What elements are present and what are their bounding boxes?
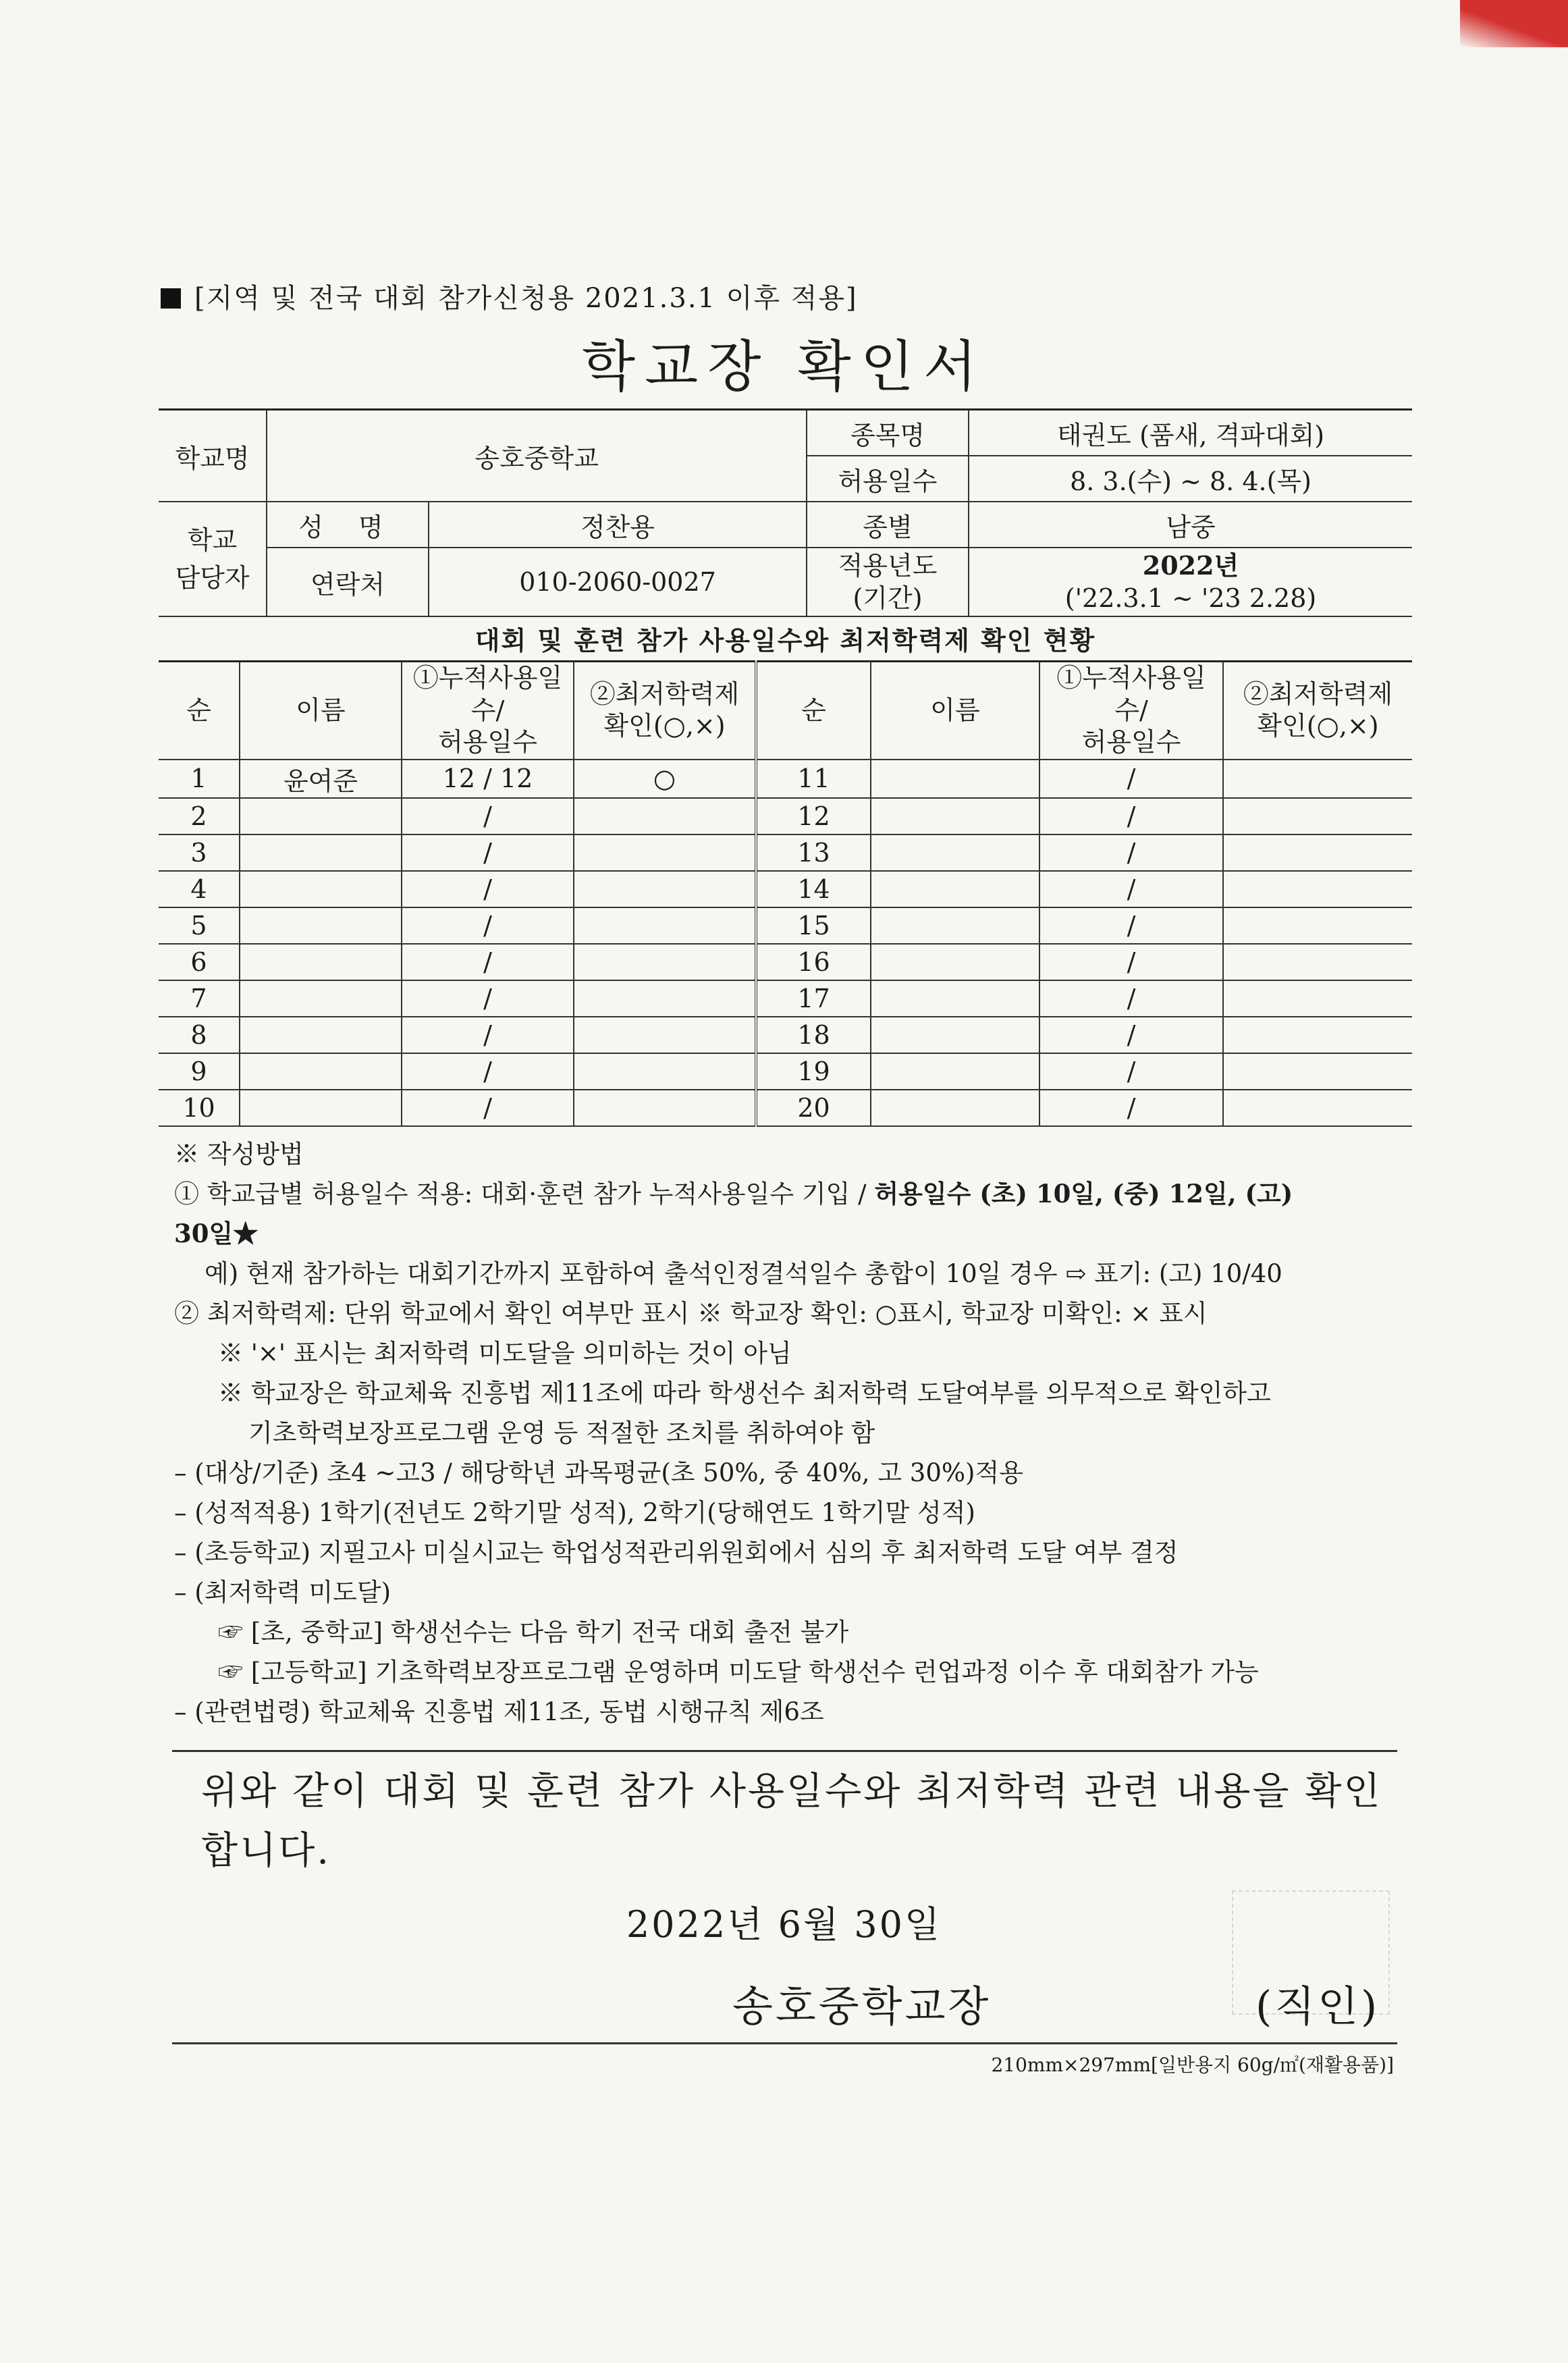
paper-spec: 210mm×297mm[일반용지 60g/㎡(재활용품)] <box>991 2054 1394 2076</box>
col-days-line2: 허용일수 <box>1081 727 1181 757</box>
row-check <box>1223 1090 1412 1126</box>
name-value: 정찬용 <box>429 502 807 548</box>
row-name <box>240 944 402 980</box>
row-days: / <box>1039 798 1223 834</box>
col-check-right <box>1223 662 1412 760</box>
row-name <box>240 907 402 944</box>
col-days-line1: ①누적사용일수/ <box>1056 663 1206 725</box>
row-name <box>240 1090 402 1126</box>
row-days: 12 / 12 <box>402 760 574 798</box>
detail-5: – (관련법령) 학교체육 진흥법 제11조, 동법 시행규칙 제6조 <box>174 1697 824 1726</box>
instructions <box>174 1134 1416 1732</box>
issuer-name: 송호중학교장 <box>732 1982 992 2031</box>
row-check <box>1223 980 1412 1017</box>
row-check <box>1223 871 1412 907</box>
row-check <box>1223 1053 1412 1090</box>
note-1-example: 예) 현재 참가하는 대회기간까지 포함하여 출석인정결석일수 총합이 10일 경우 ⇨ 표기: (고) 10/40 <box>205 1259 1282 1288</box>
contact-label: 연락처 <box>267 548 429 616</box>
row-name: 윤여준 <box>240 760 402 798</box>
row-no: 7 <box>159 980 240 1017</box>
category-label: 종별 <box>807 502 969 548</box>
row-no: 1 <box>159 760 240 798</box>
table-row <box>159 871 1412 907</box>
row-days: / <box>1039 1090 1223 1126</box>
row-check <box>574 980 756 1017</box>
manager-label-line2: 담당자 <box>175 563 250 593</box>
document-title: 학교장 확인서 <box>581 335 987 399</box>
contact-value: 010-2060-0027 <box>429 548 807 616</box>
row-days: / <box>402 1053 574 1090</box>
row-days: / <box>1039 834 1223 871</box>
divider-bottom <box>172 2042 1397 2044</box>
detail-4-b: ☞ [고등학교] 기초학력보장프로그램 운영하며 미도달 학생선수 런업과정 이수 후 대회참가 가능 <box>218 1657 1259 1687</box>
form-header <box>161 277 858 315</box>
row-no: 17 <box>756 980 871 1017</box>
row-name <box>871 760 1039 798</box>
row-no: 15 <box>756 907 871 944</box>
row-days: / <box>402 944 574 980</box>
row-days: / <box>402 834 574 871</box>
row-check: ○ <box>574 760 756 798</box>
manager-label-line1: 학교 <box>187 525 238 555</box>
row-check <box>574 834 756 871</box>
detail-1: – (대상/기준) 초4 ~고3 / 해당학년 과목평균(초 50%, 중 40%, 고 30%)적용 <box>174 1458 1023 1487</box>
note-2: ② 최저학력제: 단위 학교에서 확인 여부만 표시 ※ 학교장 확인: ○표시, 학교장 미확인: × 표시 <box>174 1299 1208 1328</box>
row-days: / <box>402 1017 574 1053</box>
col-days-line2: 허용일수 <box>438 727 537 757</box>
row-check <box>1223 834 1412 871</box>
row-name <box>240 834 402 871</box>
table-row <box>159 834 1412 871</box>
detail-4: – (최저학력 미도달) <box>174 1578 391 1607</box>
notes-heading: ※ 작성방법 <box>174 1140 304 1169</box>
table-row <box>159 760 1412 798</box>
year-label-line2: (기간) <box>853 583 923 613</box>
row-name <box>871 834 1039 871</box>
row-days: / <box>1039 944 1223 980</box>
row-name <box>871 1090 1039 1126</box>
seal-label: (직인) <box>1255 1982 1380 2031</box>
row-days: / <box>1039 980 1223 1017</box>
table-row <box>159 907 1412 944</box>
note-1-limits: 허용일수 (초) 10일, (중) 12일, (고) <box>874 1179 1293 1209</box>
note-1 <box>174 1174 1416 1214</box>
section-title: 대회 및 훈련 참가 사용일수와 최저학력제 확인 현황 <box>475 625 1096 656</box>
row-days: / <box>402 798 574 834</box>
row-check <box>574 1090 756 1126</box>
row-name <box>240 1053 402 1090</box>
table-row <box>159 798 1412 834</box>
days-value: 8. 3.(수) ~ 8. 4.(목) <box>969 456 1412 502</box>
row-days: / <box>402 907 574 944</box>
row-name <box>240 1017 402 1053</box>
event-label: 종목명 <box>807 410 969 456</box>
year-value-text: 2022년 <box>1142 550 1239 581</box>
school-info-table <box>159 408 1412 617</box>
year-label-line1: 적용년도 <box>838 551 938 581</box>
row-no: 8 <box>159 1017 240 1053</box>
row-check <box>1223 944 1412 980</box>
row-days: / <box>402 1090 574 1126</box>
row-no: 12 <box>756 798 871 834</box>
note-2-a: ※ '×' 표시는 최저학력 미도달을 의미하는 것이 아님 <box>218 1339 792 1368</box>
col-check-line1: ②최저학력제 <box>589 679 740 709</box>
row-no: 13 <box>756 834 871 871</box>
row-no: 9 <box>159 1053 240 1090</box>
row-check <box>1223 907 1412 944</box>
row-days: / <box>1039 907 1223 944</box>
divider-top <box>172 1750 1397 1752</box>
year-label <box>807 548 969 616</box>
row-no: 18 <box>756 1017 871 1053</box>
col-check-line1: ②최저학력제 <box>1243 679 1393 709</box>
year-value <box>969 548 1412 616</box>
table-row <box>159 1053 1412 1090</box>
event-value: 태권도 (품새, 격파대회) <box>969 410 1412 456</box>
row-name <box>871 907 1039 944</box>
row-check <box>1223 1017 1412 1053</box>
col-check-line2: 확인(○,×) <box>1257 711 1379 741</box>
table-row <box>159 944 1412 980</box>
note-2-b: ※ 학교장은 학교체육 진흥법 제11조에 따라 학생선수 최저학력 도달여부를 의무적으로 확인하고 <box>218 1379 1271 1408</box>
note-2-c: 기초학력보장프로그램 운영 등 적절한 조치를 취하여야 함 <box>248 1418 875 1448</box>
row-check <box>574 1017 756 1053</box>
row-name <box>240 980 402 1017</box>
row-check <box>574 1053 756 1090</box>
table-row <box>159 1090 1412 1126</box>
name-label: 성 명 <box>267 502 429 548</box>
row-no: 5 <box>159 907 240 944</box>
row-name <box>871 1017 1039 1053</box>
col-check-line2: 확인(○,×) <box>603 711 726 741</box>
row-days: / <box>1039 760 1223 798</box>
row-no: 14 <box>756 871 871 907</box>
col-check-left <box>574 662 756 760</box>
row-no: 2 <box>159 798 240 834</box>
table-row <box>159 1017 1412 1053</box>
row-days: / <box>402 980 574 1017</box>
detail-4-a: ☞ [초, 중학교] 학생선수는 다음 학기 전국 대회 출전 불가 <box>218 1618 849 1647</box>
row-days: / <box>1039 1017 1223 1053</box>
category-value: 남중 <box>969 502 1412 548</box>
row-name <box>871 1053 1039 1090</box>
issue-date: 2022년 6월 30일 <box>626 1903 942 1946</box>
detail-2: – (성적적용) 1학기(전년도 2학기말 성적), 2학기(당해연도 1학기말 성적) <box>174 1498 975 1527</box>
row-no: 11 <box>756 760 871 798</box>
row-no: 4 <box>159 871 240 907</box>
col-no-right: 순 <box>756 662 871 760</box>
col-days-left <box>402 662 574 760</box>
participant-table <box>159 660 1412 1127</box>
row-check <box>1223 798 1412 834</box>
row-check <box>574 798 756 834</box>
participant-table-body <box>159 760 1412 1126</box>
square-bullet-icon <box>161 288 181 309</box>
note-1-cont: 30일★ <box>174 1219 259 1248</box>
col-no-left: 순 <box>159 662 240 760</box>
participant-table-header <box>159 662 1412 760</box>
year-period-text: ('22.3.1 ~ '23 2.28) <box>1064 583 1317 613</box>
row-name <box>871 871 1039 907</box>
row-name <box>871 798 1039 834</box>
manager-label <box>159 502 267 616</box>
row-check <box>1223 760 1412 798</box>
confirmation-text: 위와 같이 대회 및 훈련 참가 사용일수와 최저학력 관련 내용을 확인합니다. <box>201 1770 1382 1873</box>
row-days: / <box>402 871 574 907</box>
school-label: 학교명 <box>159 410 267 502</box>
row-check <box>574 944 756 980</box>
note-1-text: ① 학교급별 허용일수 적용: 대회·훈련 참가 누적사용일수 기입 / <box>174 1179 875 1209</box>
row-name <box>871 944 1039 980</box>
row-name <box>240 798 402 834</box>
col-name-left: 이름 <box>240 662 402 760</box>
row-name <box>240 871 402 907</box>
row-days: / <box>1039 1053 1223 1090</box>
row-check <box>574 871 756 907</box>
col-days-right <box>1039 662 1223 760</box>
detail-3: – (초등학교) 지필고사 미실시교는 학업성적관리위원회에서 심의 후 최저학력 도달 여부 결정 <box>174 1538 1179 1567</box>
row-name <box>871 980 1039 1017</box>
row-no: 19 <box>756 1053 871 1090</box>
days-label: 허용일수 <box>807 456 969 502</box>
row-no: 16 <box>756 944 871 980</box>
row-no: 20 <box>756 1090 871 1126</box>
school-value: 송호중학교 <box>267 410 807 502</box>
col-days-line1: ①누적사용일수/ <box>412 663 563 725</box>
row-no: 6 <box>159 944 240 980</box>
row-no: 10 <box>159 1090 240 1126</box>
row-check <box>574 907 756 944</box>
col-name-right: 이름 <box>871 662 1039 760</box>
form-header-text: [지역 및 전국 대회 참가신청용 2021.3.1 이후 적용] <box>194 283 858 314</box>
row-days: / <box>1039 871 1223 907</box>
table-row <box>159 980 1412 1017</box>
row-no: 3 <box>159 834 240 871</box>
